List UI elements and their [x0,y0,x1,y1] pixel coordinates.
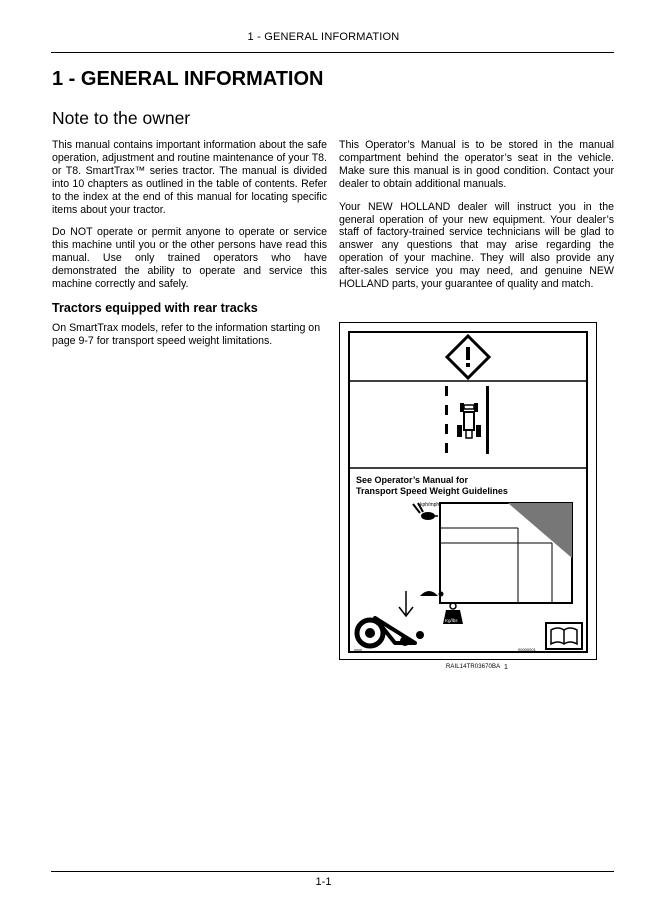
chapter-title: 1 - GENERAL INFORMATION [52,68,324,90]
paragraph: Your NEW HOLLAND dealer will instruct you in the general operation of your new equipment. Your dealer’s staff of factory-trained service technicians will be glad to answer any questions that may arise regarding the operation of your machine. They will also provide any after-sales service you may need, and genuine NEW HOLLAND parts, your guarantee of quality and match. [339,200,614,291]
subsection-text: On SmartTrax models, refer to the information starting on page 9-7 for transport speed weight limitations. [52,322,321,347]
speed-unit-label: kph/mph [420,502,440,508]
left-column [52,139,327,301]
decal-caption-line1: See Operator’s Manual for [356,475,469,485]
safety-decal [340,323,596,659]
decal-caption-line2: Transport Speed Weight Guidelines [356,486,508,496]
figure-label: RAIL14TR03670BA [446,664,501,670]
decal-code-right: 00000001 [518,647,536,652]
paragraph: This Operator’s Manual is to be stored in the manual compartment behind the operator’s seat in the vehicle. Make sure this manual is in good condition. Contact your dealer to obtain additional manuals. [339,139,614,190]
weight-unit-label: Kg/lbs [445,618,458,623]
paragraph: Do NOT operate or permit anyone to operate or service this machine until you or the other persons have read this manual. Use only trained operators who have demonstrated the ability to operate and service this machine correctly and safely. [52,226,327,291]
paragraph: This manual contains important information about the safe operation, adjustment and routine maintenance of your T8. or T8. SmartTrax™ series tractor. The manual is divided into 10 chapters as outlined in the table of contents. Refer to the index at the end of this manual for locating specific items about your tractor. [52,139,327,216]
page-number: 1-1 [315,876,332,888]
running-header: 1 - GENERAL INFORMATION [247,31,400,43]
subsection-title: Tractors equipped with rear tracks [52,301,258,315]
decal-code-left: xxxx [354,647,362,652]
safety-decal-figure [339,322,597,660]
section-title: Note to the owner [52,108,191,128]
header-rule [51,52,614,53]
right-column [339,139,614,301]
footer-rule [51,871,614,872]
figure-number: 1 [504,664,508,671]
